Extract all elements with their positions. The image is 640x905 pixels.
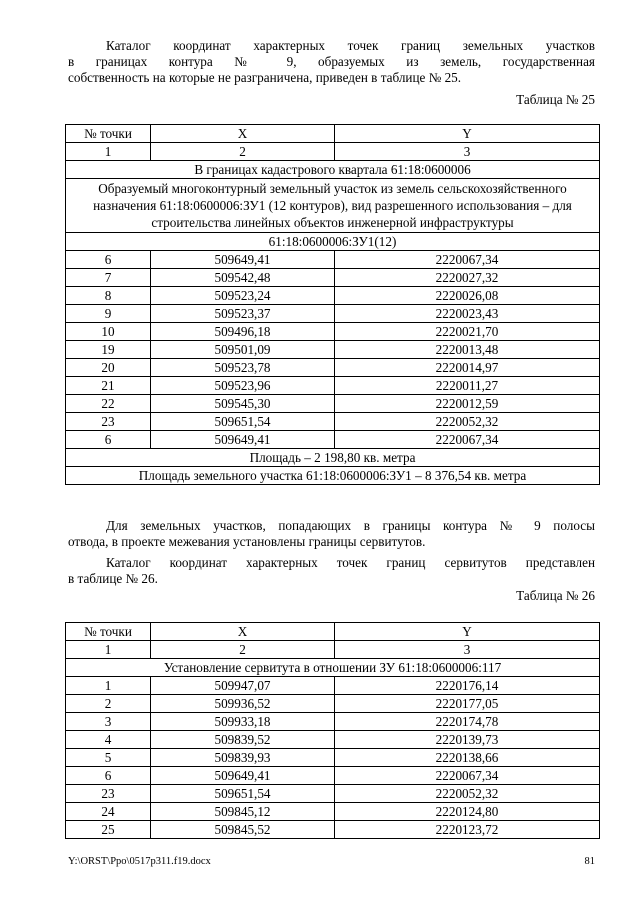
column-number-row	[66, 143, 600, 161]
y-coordinate-cell: 2220067,34	[335, 767, 600, 785]
x-coordinate-cell: 509651,54	[151, 785, 335, 803]
intro-line-2: в границах контура № 9, образуемых из земель, государственная	[68, 54, 595, 69]
header-y: Y	[335, 125, 600, 143]
x-coordinate-cell: 509501,09	[151, 341, 335, 359]
point-number-cell: 9	[66, 305, 151, 323]
x-coordinate-cell: 509649,41	[151, 431, 335, 449]
table26-caption: Таблица № 26	[516, 588, 595, 603]
coordinate-row	[66, 767, 600, 785]
coordinate-row	[66, 395, 600, 413]
table25-caption: Таблица № 25	[516, 92, 595, 107]
y-coordinate-cell: 2220026,08	[335, 287, 600, 305]
x-coordinate-cell: 509947,07	[151, 677, 335, 695]
header-x: X	[151, 623, 335, 641]
point-number-cell: 1	[66, 677, 151, 695]
contour-area: Площадь – 2 198,80 кв. метра	[66, 449, 600, 467]
point-number-cell: 7	[66, 269, 151, 287]
point-number-cell: 21	[66, 377, 151, 395]
coordinate-row	[66, 677, 600, 695]
point-number-cell: 10	[66, 323, 151, 341]
point-number-cell: 6	[66, 767, 151, 785]
coordinate-row	[66, 251, 600, 269]
y-coordinate-cell: 2220013,48	[335, 341, 600, 359]
y-coordinate-cell: 2220139,73	[335, 731, 600, 749]
block-title: В границах кадастрового квартала 61:18:0600006	[66, 161, 600, 179]
coordinate-row	[66, 803, 600, 821]
x-coordinate-cell: 509545,30	[151, 395, 335, 413]
page-number: 81	[584, 856, 595, 867]
y-coordinate-cell: 2220012,59	[335, 395, 600, 413]
coordinate-row	[66, 323, 600, 341]
column-number: 2	[151, 143, 335, 161]
column-number: 1	[66, 641, 151, 659]
point-number-cell: 23	[66, 785, 151, 803]
y-coordinate-cell: 2220014,97	[335, 359, 600, 377]
x-coordinate-cell: 509933,18	[151, 713, 335, 731]
x-coordinate-cell: 509651,54	[151, 413, 335, 431]
x-coordinate-cell: 509523,78	[151, 359, 335, 377]
x-coordinate-cell: 509523,96	[151, 377, 335, 395]
y-coordinate-cell: 2220067,34	[335, 251, 600, 269]
coordinate-row	[66, 287, 600, 305]
point-number-cell: 3	[66, 713, 151, 731]
x-coordinate-cell: 509936,52	[151, 695, 335, 713]
x-coordinate-cell: 509839,93	[151, 749, 335, 767]
coordinate-row	[66, 695, 600, 713]
column-number: 1	[66, 143, 151, 161]
point-number-cell: 25	[66, 821, 151, 839]
intro-line-1: Каталог координат характерных точек границ земельных участков	[106, 38, 595, 53]
point-number-cell: 22	[66, 395, 151, 413]
point-number-cell: 23	[66, 413, 151, 431]
y-coordinate-cell: 2220176,14	[335, 677, 600, 695]
parcel-area: Площадь земельного участка 61:18:0600006:ЗУ1 – 8 376,54 кв. метра	[66, 467, 600, 485]
coordinate-row	[66, 749, 600, 767]
footer-file-path: Y:\ORST\Ppo\0517p311.f19.docx	[68, 856, 211, 867]
point-number-cell: 4	[66, 731, 151, 749]
y-coordinate-cell: 2220021,70	[335, 323, 600, 341]
header-point-number: № точки	[66, 125, 151, 143]
y-coordinate-cell: 2220174,78	[335, 713, 600, 731]
coordinate-row	[66, 731, 600, 749]
intro-paragraph	[68, 38, 595, 86]
point-number-cell: 24	[66, 803, 151, 821]
point-number-cell: 6	[66, 431, 151, 449]
y-coordinate-cell: 2220052,32	[335, 413, 600, 431]
contour-id: 61:18:0600006:ЗУ1(12)	[66, 233, 600, 251]
y-coordinate-cell: 2220027,32	[335, 269, 600, 287]
catalog-paragraph	[68, 555, 595, 587]
parcel-description: Образуемый многоконтурный земельный участок из земель сельскохозяйственного назначения 61:18:0600006:ЗУ1 (12 контуров), вид разрешенного использования – для строительства линейных объектов инженерной инфраструктуры	[66, 179, 600, 233]
header-x: X	[151, 125, 335, 143]
catalog-line-2: в таблице № 26.	[68, 571, 158, 586]
servitude-paragraph	[68, 518, 595, 550]
header-y: Y	[335, 623, 600, 641]
x-coordinate-cell: 509542,48	[151, 269, 335, 287]
coordinate-row	[66, 431, 600, 449]
coordinate-row	[66, 359, 600, 377]
point-number-cell: 2	[66, 695, 151, 713]
coordinate-row	[66, 341, 600, 359]
block-title: Установление сервитута в отношении ЗУ 61:18:0600006:117	[66, 659, 600, 677]
y-coordinate-cell: 2220023,43	[335, 305, 600, 323]
y-coordinate-cell: 2220138,66	[335, 749, 600, 767]
point-number-cell: 8	[66, 287, 151, 305]
catalog-line-1: Каталог координат характерных точек границ сервитутов представлен	[106, 555, 595, 570]
column-number: 3	[335, 641, 600, 659]
x-coordinate-cell: 509839,52	[151, 731, 335, 749]
x-coordinate-cell: 509523,24	[151, 287, 335, 305]
header-point-number: № точки	[66, 623, 151, 641]
point-number-cell: 5	[66, 749, 151, 767]
y-coordinate-cell: 2220177,05	[335, 695, 600, 713]
coordinate-row	[66, 713, 600, 731]
point-number-cell: 6	[66, 251, 151, 269]
intro-line-3: собственность на которые не разграничена, приведен в таблице № 25.	[68, 70, 462, 85]
y-coordinate-cell: 2220011,27	[335, 377, 600, 395]
y-coordinate-cell: 2220123,72	[335, 821, 600, 839]
table-header-row	[66, 125, 600, 143]
coordinate-row	[66, 305, 600, 323]
x-coordinate-cell: 509496,18	[151, 323, 335, 341]
table-26	[65, 622, 600, 839]
x-coordinate-cell: 509845,52	[151, 821, 335, 839]
y-coordinate-cell: 2220052,32	[335, 785, 600, 803]
coordinate-row	[66, 269, 600, 287]
column-number-row	[66, 641, 600, 659]
coordinate-row	[66, 413, 600, 431]
servitude-line-2: отвода, в проекте межевания установлены границы сервитутов.	[68, 534, 426, 549]
coordinate-row	[66, 785, 600, 803]
point-number-cell: 19	[66, 341, 151, 359]
x-coordinate-cell: 509523,37	[151, 305, 335, 323]
point-number-cell: 20	[66, 359, 151, 377]
coordinate-row	[66, 377, 600, 395]
y-coordinate-cell: 2220124,80	[335, 803, 600, 821]
table-25	[65, 124, 600, 485]
x-coordinate-cell: 509649,41	[151, 767, 335, 785]
column-number: 2	[151, 641, 335, 659]
coordinate-row	[66, 821, 600, 839]
x-coordinate-cell: 509845,12	[151, 803, 335, 821]
x-coordinate-cell: 509649,41	[151, 251, 335, 269]
y-coordinate-cell: 2220067,34	[335, 431, 600, 449]
column-number: 3	[335, 143, 600, 161]
table-header-row	[66, 623, 600, 641]
servitude-line-1: Для земельных участков, попадающих в границы контура № 9 полосы	[106, 518, 595, 533]
